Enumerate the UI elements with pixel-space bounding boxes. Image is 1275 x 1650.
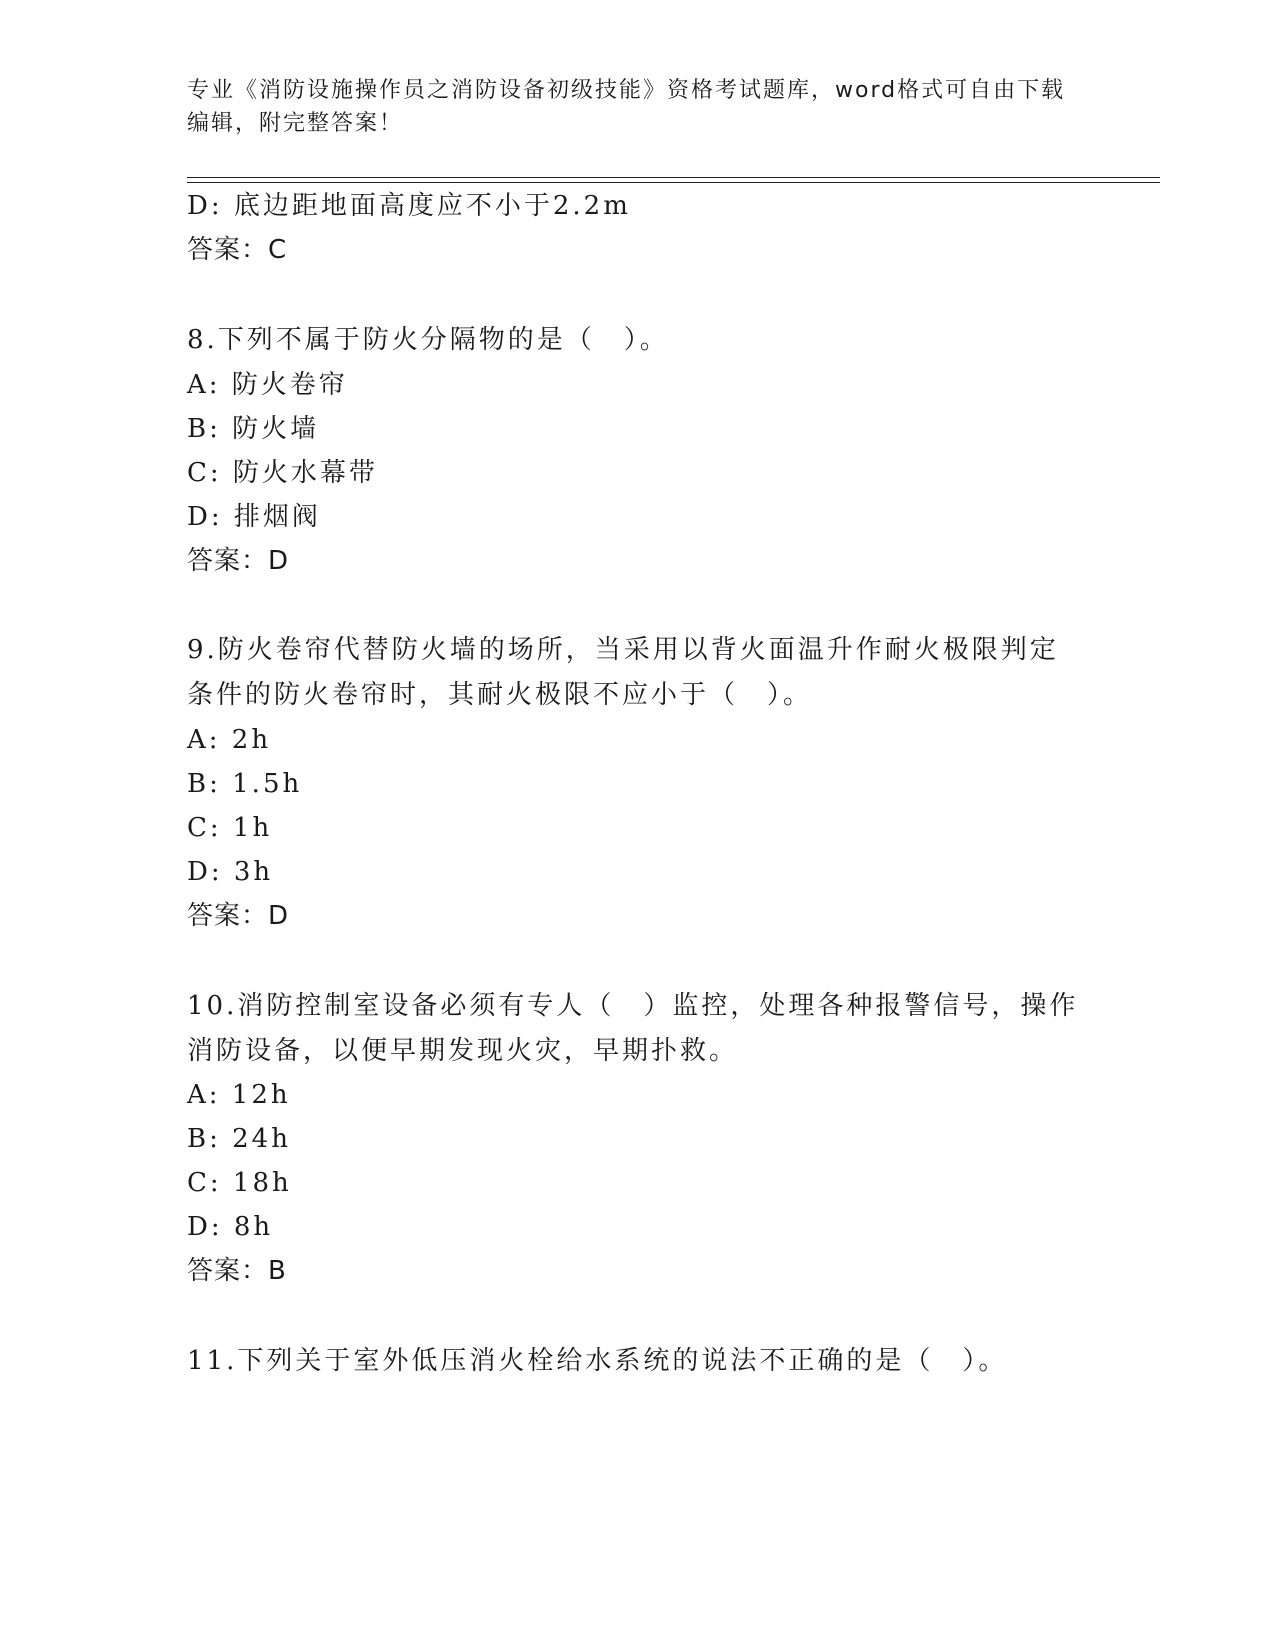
option-line: A: 12h <box>187 1080 291 1110</box>
option-line: C: 18h <box>187 1168 292 1198</box>
option-line: B: 防火墙 <box>187 414 320 444</box>
option-line: D: 排烟阀 <box>187 502 321 532</box>
option-line: D: 底边距地面高度应不小于2.2m <box>187 191 631 221</box>
document-header <box>187 74 1087 140</box>
header-text: 专业《消防设施操作员之消防设备初级技能》资格考试题库，word格式可自由下载编辑，附完整答案！ <box>187 78 1066 136</box>
option-line: B: 1.5h <box>187 769 303 799</box>
option-line: C: 1h <box>187 813 273 843</box>
answer-line: 答案：D <box>187 901 290 931</box>
answer-line: 答案：D <box>187 546 290 576</box>
question-line: 11.下列关于室外低压消火栓给水系统的说法不正确的是（ ）。 <box>187 1346 1008 1376</box>
question-line: 8.下列不属于防火分隔物的是（ ）。 <box>187 325 669 355</box>
option-line: A: 防火卷帘 <box>187 370 348 400</box>
question-line: 条件的防火卷帘时，其耐火极限不应小于（ ）。 <box>187 680 813 710</box>
option-line: A: 2h <box>187 725 272 755</box>
answer-line: 答案：C <box>187 235 288 265</box>
option-line: D: 3h <box>187 857 274 887</box>
question-line: 9.防火卷帘代替防火墙的场所，当采用以背火面温升作耐火极限判定 <box>187 635 1059 665</box>
option-line: C: 防火水幕带 <box>187 458 378 488</box>
question-line: 10.消防控制室设备必须有专人（ ）监控，处理各种报警信号，操作 <box>187 991 1079 1021</box>
option-line: D: 8h <box>187 1212 274 1242</box>
option-line: B: 24h <box>187 1124 291 1154</box>
answer-line: 答案：B <box>187 1256 287 1286</box>
header-rule-top <box>187 177 1160 178</box>
question-line: 消防设备，以便早期发现火灾，早期扑救。 <box>187 1036 739 1066</box>
header-rule-bottom <box>187 182 1160 183</box>
